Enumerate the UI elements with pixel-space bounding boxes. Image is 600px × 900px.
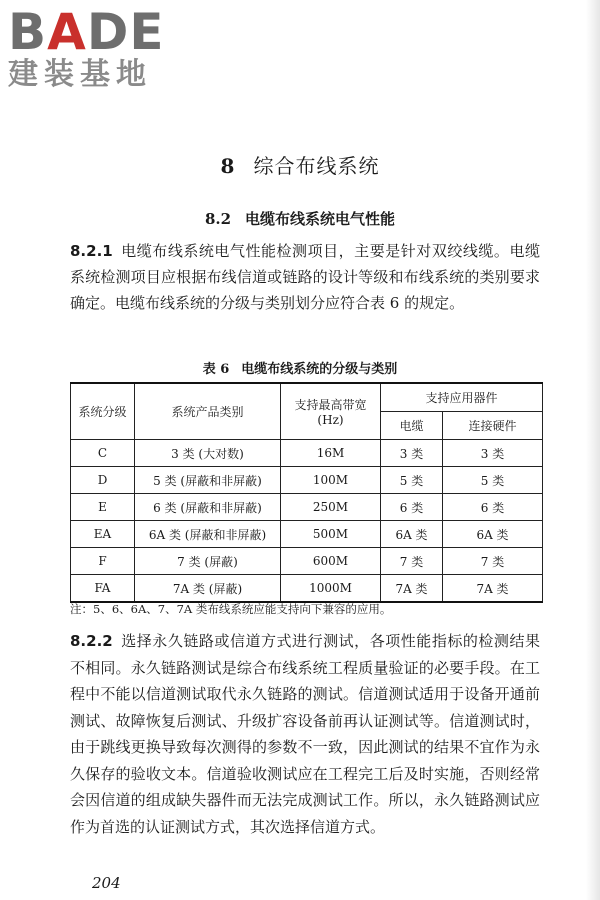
logo xyxy=(8,3,165,92)
chapter-title: 综合布线系统 xyxy=(253,154,380,178)
cell-bandwidth: 250M xyxy=(281,494,381,521)
cell-hardware: 6A 类 xyxy=(443,521,543,548)
classification-table xyxy=(70,382,543,603)
cell-hardware: 6 类 xyxy=(443,494,543,521)
table-row xyxy=(71,440,543,467)
cell-hardware: 3 类 xyxy=(443,440,543,467)
header-category: 系统产品类别 xyxy=(135,383,281,440)
cell-hardware: 7 类 xyxy=(443,548,543,575)
cell-cable: 6A 类 xyxy=(381,521,443,548)
cell-category: 7A 类 (屏蔽) xyxy=(135,575,281,603)
table-number: 表 6 xyxy=(202,362,230,377)
logo-letters-de: DE xyxy=(86,3,165,61)
logo-wordmark xyxy=(8,3,165,61)
paragraph-8-2-2 xyxy=(70,628,540,840)
chapter-heading xyxy=(0,150,600,179)
header-bandwidth-unit: (Hz) xyxy=(317,413,344,427)
section-heading xyxy=(0,208,600,229)
cell-level: C xyxy=(71,440,135,467)
header-bandwidth xyxy=(281,383,381,440)
cell-cable: 6 类 xyxy=(381,494,443,521)
cell-level: EA xyxy=(71,521,135,548)
header-level: 系统分级 xyxy=(71,383,135,440)
cell-level: D xyxy=(71,467,135,494)
table-row xyxy=(71,494,543,521)
header-hardware: 连接硬件 xyxy=(443,412,543,440)
logo-letter-b: B xyxy=(8,3,48,61)
header-components: 支持应用器件 xyxy=(381,383,543,412)
clause-number: 8.2.1 xyxy=(70,242,113,260)
table-row xyxy=(71,575,543,603)
cell-bandwidth: 100M xyxy=(281,467,381,494)
cell-level: F xyxy=(71,548,135,575)
header-cable: 电缆 xyxy=(381,412,443,440)
cell-cable: 7 类 xyxy=(381,548,443,575)
table-row xyxy=(71,548,543,575)
cell-category: 3 类 (大对数) xyxy=(135,440,281,467)
table-row xyxy=(71,467,543,494)
section-title: 电缆布线系统电气性能 xyxy=(245,210,396,228)
cell-category: 6 类 (屏蔽和非屏蔽) xyxy=(135,494,281,521)
table-note: 注：5、6、6A、7、7A 类布线系统应能支持向下兼容的应用。 xyxy=(70,602,392,616)
cell-level: FA xyxy=(71,575,135,603)
chapter-number: 8 xyxy=(220,154,236,178)
cell-cable: 3 类 xyxy=(381,440,443,467)
cell-level: E xyxy=(71,494,135,521)
table-caption xyxy=(0,358,600,377)
cell-bandwidth: 16M xyxy=(281,440,381,467)
cell-bandwidth: 1000M xyxy=(281,575,381,603)
logo-letter-a: A xyxy=(47,3,87,61)
clause-number: 8.2.2 xyxy=(70,632,113,650)
page-edge-shadow xyxy=(586,0,600,900)
logo-subtitle: 建装基地 xyxy=(8,57,152,92)
cell-bandwidth: 600M xyxy=(281,548,381,575)
paragraph-8-2-1 xyxy=(70,238,540,316)
cell-category: 5 类 (屏蔽和非屏蔽) xyxy=(135,467,281,494)
page-number: 204 xyxy=(92,874,121,892)
table-row xyxy=(71,521,543,548)
cell-cable: 7A 类 xyxy=(381,575,443,603)
table-title: 电缆布线系统的分级与类别 xyxy=(241,362,398,377)
paragraph-text: 电缆布线系统电气性能检测项目，主要是针对双绞线缆。电缆系统检测项目应根据布线信道或链路的设计等级和布线系统的类别要求确定。电缆布线系统的分级与类别划分应符合表 6 的规定。 xyxy=(70,242,540,312)
cell-category: 6A 类 (屏蔽和非屏蔽) xyxy=(135,521,281,548)
cell-bandwidth: 500M xyxy=(281,521,381,548)
cell-hardware: 5 类 xyxy=(443,467,543,494)
header-bandwidth-label: 支持最高带宽 xyxy=(294,398,367,412)
cell-hardware: 7A 类 xyxy=(443,575,543,603)
cell-category: 7 类 (屏蔽) xyxy=(135,548,281,575)
cell-cable: 5 类 xyxy=(381,467,443,494)
section-number: 8.2 xyxy=(204,210,232,228)
paragraph-text: 选择永久链路或信道方式进行测试，各项性能指标的检测结果不相同。永久链路测试是综合布线系统工程质量验证的必要手段。在工程中不能以信道测试取代永久链路的测试。信道测试适用于设备开通前测试、故障恢复后测试、升级扩容设备前再认证测试等。信道测试时，由于跳线更换导致每次测得的参数不一致，因此测试的结果不宜作为永久保存的验收文本。信道验收测试应在工程完工后及时实施，否则经常会因信道的组成缺失器件而无法完成测试工作。所以，永久链路测试应作为首选的认证测试方式，其次选择信道方式。 xyxy=(70,632,540,836)
